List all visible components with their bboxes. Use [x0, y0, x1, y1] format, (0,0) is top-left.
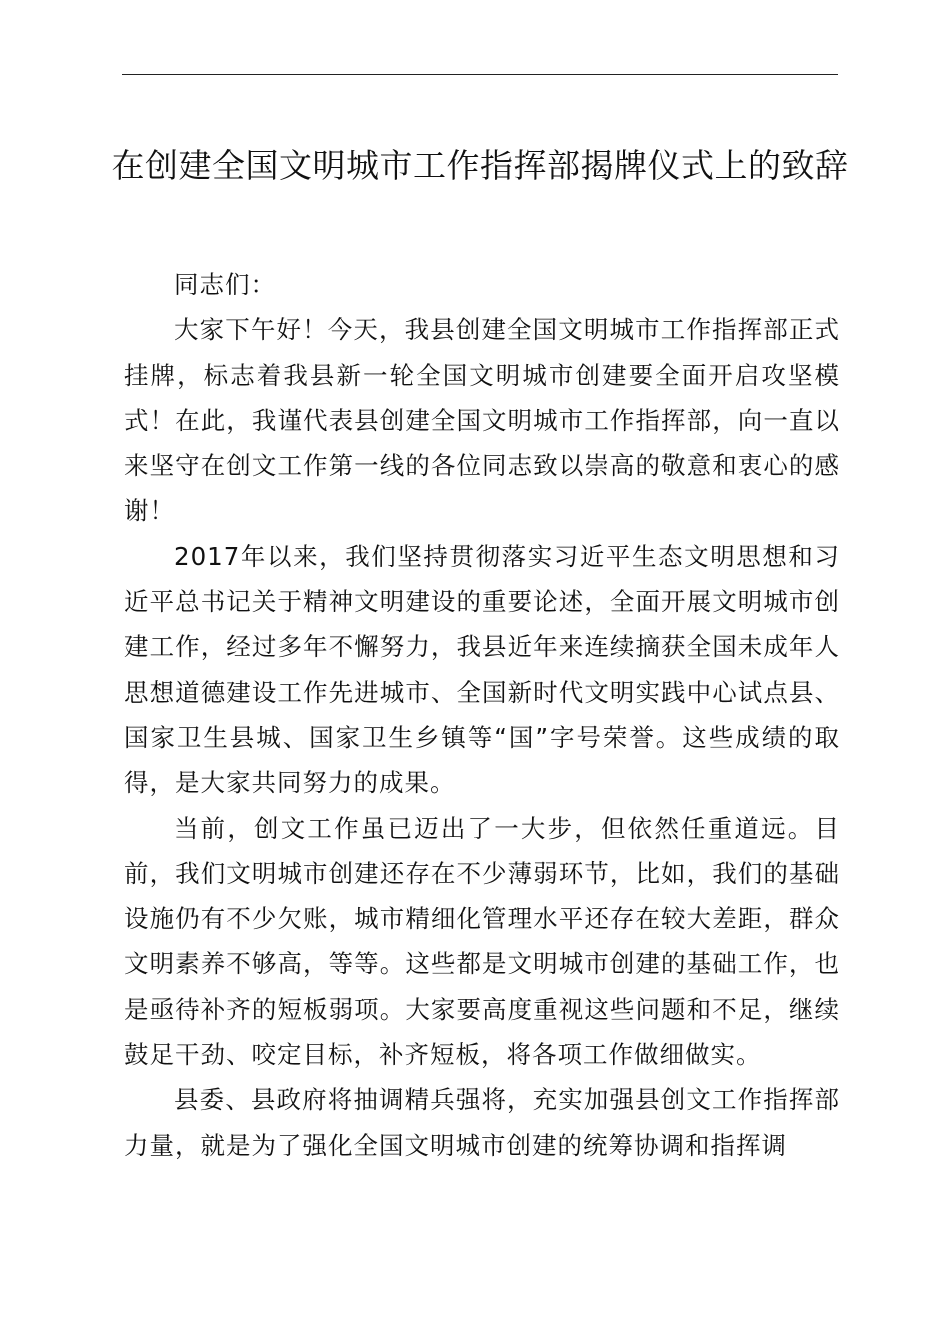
salutation: 同志们：	[174, 270, 276, 299]
paragraph: 2017年以来，我们坚持贯彻落实习近平生态文明思想和习近平总书记关于精神文明建设的重要论述，全面开展文明城市创建工作，经过多年不懈努力，我县近年来连续摘获全国未成年人思想道德建设工作先进城市、全国新时代文明实践中心试点县、国家卫生县城、国家卫生乡镇等“国”字号荣誉。这些成绩的取得，是大家共同努力的成果。	[124, 541, 840, 798]
paragraph: 县委、县政府将抽调精兵强将，充实加强县创文工作指挥部力量，就是为了强化全国文明城市创建的统筹协调和指挥调	[124, 1085, 840, 1160]
paragraph: 当前，创文工作虽已迈出了一大步，但依然任重道远。目前，我们文明城市创建还存在不少薄弱环节，比如，我们的基础设施仍有不少欠账，城市精细化管理水平还存在较大差距，群众文明素养不够高，等等。这些都是文明城市创建的基础工作，也是亟待补齐的短板弱项。大家要高度重视这些问题和不足，继续鼓足干劲、咬定目标，补齐短板，将各项工作做细做实。	[124, 813, 840, 1070]
paragraph: 大家下午好！今天，我县创建全国文明城市工作指挥部正式挂牌，标志着我县新一轮全国文明城市创建要全面开启攻坚模式！在此，我谨代表县创建全国文明城市工作指挥部，向一直以来坚守在创文工作第一线的各位同志致以崇高的敬意和衷心的感谢！	[124, 315, 840, 526]
document-title: 在创建全国文明城市工作指挥部揭牌仪式上的致辞	[111, 146, 849, 185]
header-rule	[122, 74, 838, 75]
document-body	[124, 262, 840, 1168]
